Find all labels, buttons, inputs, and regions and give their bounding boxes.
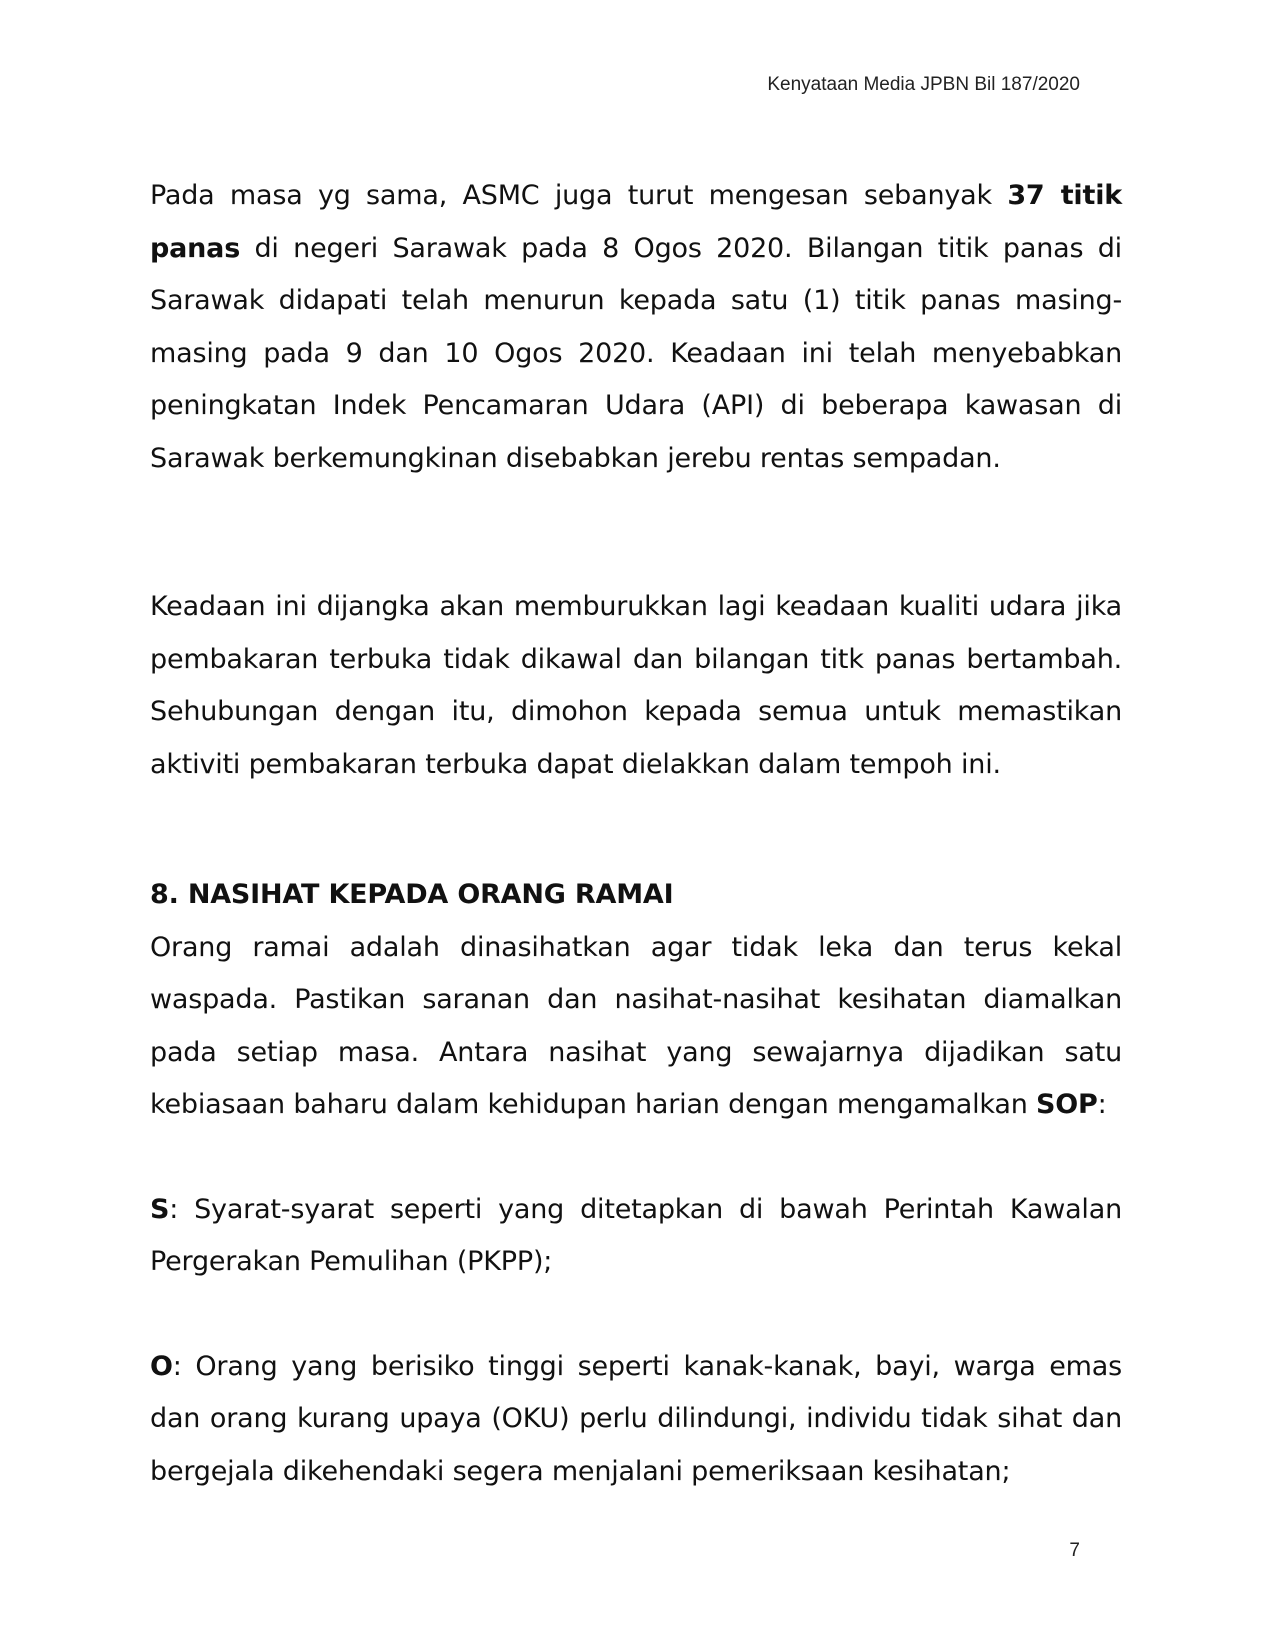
paragraph-hotspots	[150, 170, 1122, 485]
sop-item-text: : Syarat-syarat seperti yang ditetapkan di bawah Perintah Kawalan Pergerakan Pemulihan (PKPP);	[150, 1193, 1122, 1277]
sop-letter: O	[150, 1350, 173, 1382]
sop-item-s	[150, 1184, 1122, 1289]
sop-item-o	[150, 1341, 1122, 1499]
paragraph-hotspots-rest: di negeri Sarawak pada 8 Ogos 2020. Bilangan titik panas di Sarawak didapati telah menurun kepada satu (1) titik panas masing-masing pada 9 dan 10 Ogos 2020. Keadaan ini telah menyebabkan peningkatan Indek Pencamaran Udara (API) di beberapa kawasan di Sarawak berkemungkinan disebabkan jerebu rentas sempadan.	[150, 232, 1122, 474]
sop-item-text: : Orang yang berisiko tinggi seperti kanak-kanak, bayi, warga emas dan orang kurang upaya (OKU) perlu dilindungi, individu tidak sihat dan bergejala dikehendaki segera menjalani pemeriksaan kesihatan;	[150, 1350, 1122, 1487]
paragraph-open-burning: Keadaan ini dijangka akan memburukkan lagi keadaan kualiti udara jika pembakaran terbuka tidak dikawal dan bilangan titk panas bertambah. Sehubungan dengan itu, dimohon kepada semua untuk memastikan aktiviti pembakaran terbuka dapat dielakkan dalam tempoh ini.	[150, 591, 1122, 780]
hotspot-count-bold: 37 titik panas	[150, 180, 1123, 264]
document-header: Kenyataan Media JPBN Bil 187/2020	[767, 74, 1080, 95]
paragraph-advice-intro	[150, 922, 1122, 1132]
sop-bold: SOP	[1036, 1089, 1098, 1120]
advice-intro-colon: :	[1097, 1089, 1107, 1120]
page-number: 7	[1069, 1540, 1080, 1561]
paragraph-hotspots-lead: Pada masa yg sama, ASMC juga turut mengesan sebanyak	[150, 180, 1008, 211]
sop-letter: S	[150, 1193, 170, 1225]
advice-intro-text: Orang ramai adalah dinasihatkan agar tidak leka dan terus kekal waspada. Pastikan saranan dan nasihat-nasihat kesihatan diamalkan pada setiap masa. Antara nasihat yang sewajarnya dijadikan satu kebiasaan baharu dalam kehidupan harian dengan mengamalkan	[150, 931, 1122, 1120]
section-heading: 8. NASIHAT KEPADA ORANG RAMAI	[150, 879, 674, 910]
document-body	[150, 170, 1122, 1498]
